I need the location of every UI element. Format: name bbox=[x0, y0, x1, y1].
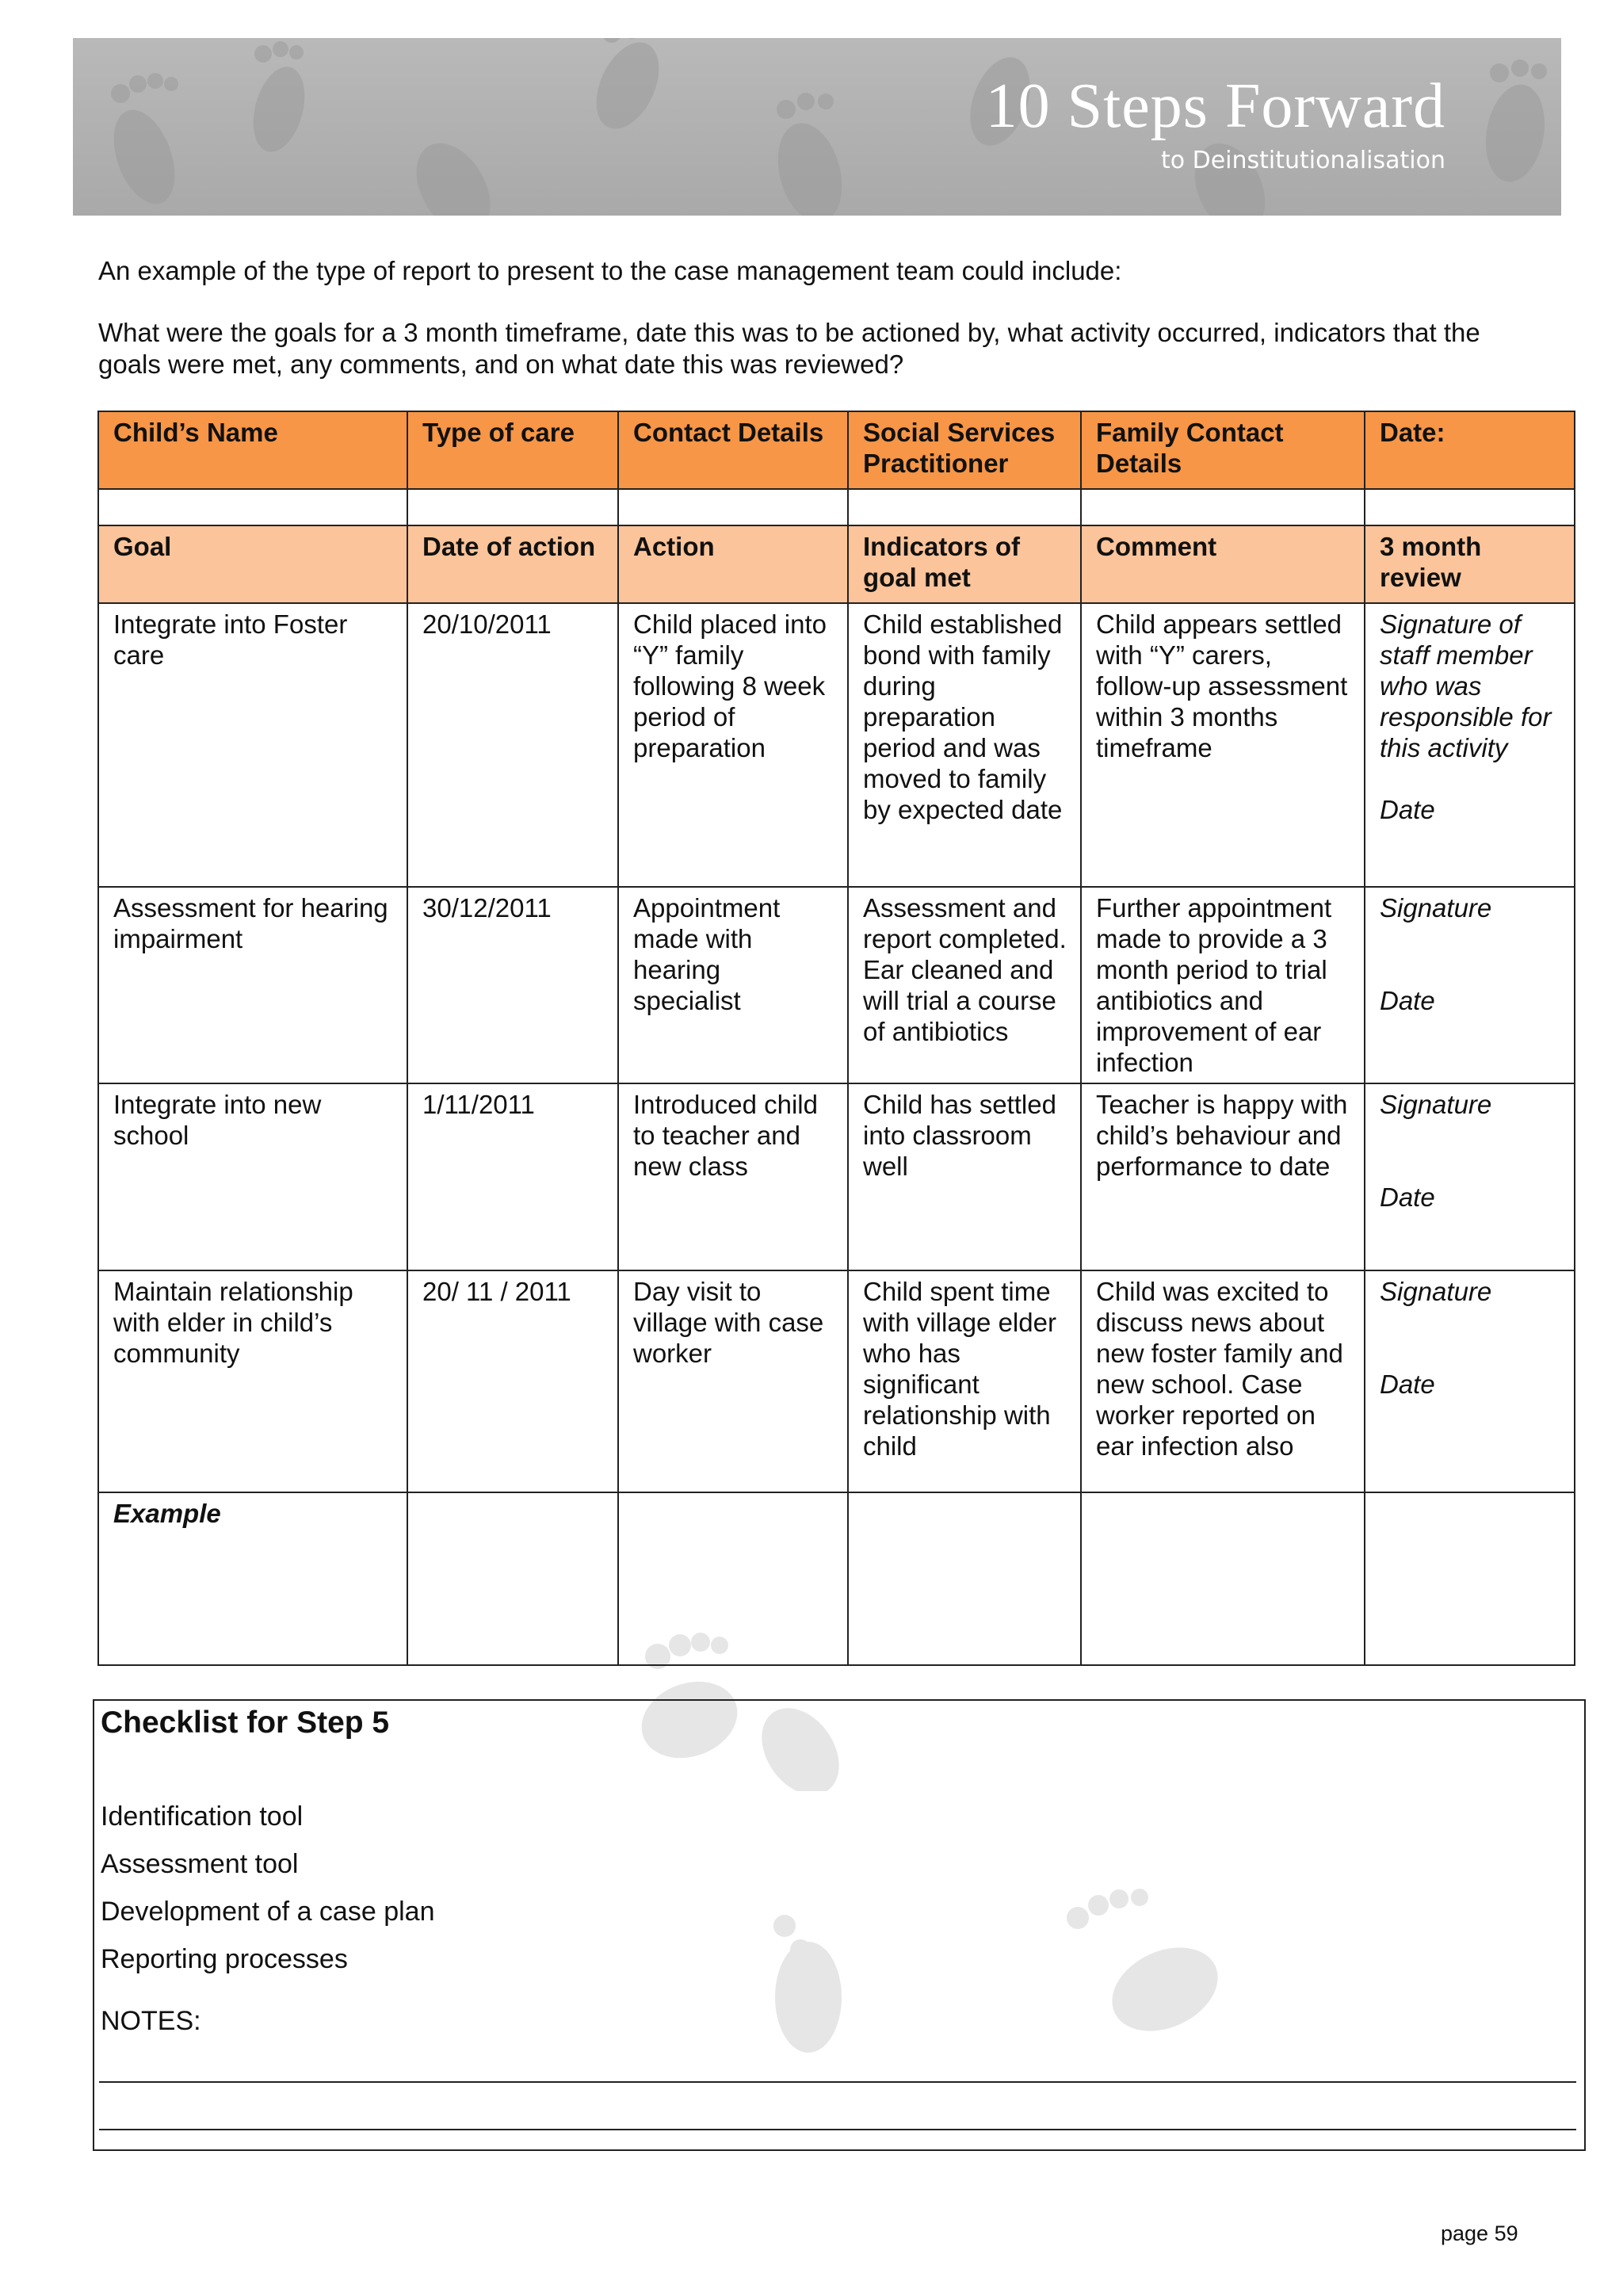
header-cell: Contact Details bbox=[618, 411, 848, 489]
review-date: Date bbox=[1380, 1370, 1435, 1399]
blank-cell[interactable] bbox=[1365, 489, 1575, 525]
header-cell: Action bbox=[618, 525, 848, 603]
blank-cell[interactable] bbox=[618, 489, 848, 525]
date-cell: 30/12/2011 bbox=[407, 887, 618, 1083]
goal-cell: Integrate into new school bbox=[98, 1083, 407, 1270]
goal-cell: Assessment for hearing impairment bbox=[98, 887, 407, 1083]
notes-line[interactable] bbox=[99, 2129, 1576, 2130]
header-cell: Indicators of goal met bbox=[848, 525, 1081, 603]
action-cell: Appointment made with hearing specialist bbox=[618, 887, 848, 1083]
checklist-box bbox=[93, 1699, 1586, 2151]
table-row bbox=[98, 887, 1575, 1083]
action-cell: Child placed into “Y” family following 8 week period of preparation bbox=[618, 603, 848, 887]
goal-header-row bbox=[98, 525, 1575, 603]
table-header-row bbox=[98, 411, 1575, 489]
review-cell bbox=[1365, 1083, 1575, 1270]
blank-cell[interactable] bbox=[407, 1492, 618, 1665]
header-cell: Type of care bbox=[407, 411, 618, 489]
date-cell: 20/10/2011 bbox=[407, 603, 618, 887]
header-cell: Date of action bbox=[407, 525, 618, 603]
checklist-item: Reporting processes bbox=[101, 1944, 348, 1974]
blank-cell[interactable] bbox=[848, 1492, 1081, 1665]
indicators-cell: Child spent time with village elder who has significant relationship with child bbox=[848, 1270, 1081, 1492]
table-row bbox=[98, 1492, 1575, 1665]
action-cell: Introduced child to teacher and new class bbox=[618, 1083, 848, 1270]
checklist-item: Assessment tool bbox=[101, 1849, 299, 1879]
comment-cell: Further appointment made to provide a 3 month period to trial antibiotics and improvement of ear infection bbox=[1081, 887, 1365, 1083]
comment-cell: Child was excited to discuss news about new foster family and new school. Case worker reported on ear infection also bbox=[1081, 1270, 1365, 1492]
banner-subtitle: to Deinstitutionalisation bbox=[1160, 147, 1445, 174]
review-signature: Signature of staff member who was responsible for this activity bbox=[1380, 609, 1552, 762]
blank-cell[interactable] bbox=[407, 489, 618, 525]
blank-cell[interactable] bbox=[618, 1492, 848, 1665]
checklist-item: Development of a case plan bbox=[101, 1897, 435, 1927]
header-cell: Child’s Name bbox=[98, 411, 407, 489]
blank-cell[interactable] bbox=[1365, 1492, 1575, 1665]
intro-paragraph-1: An example of the type of report to present to the case management team could include: bbox=[98, 256, 1122, 285]
header-banner bbox=[73, 38, 1561, 216]
goal-cell: Integrate into Foster care bbox=[98, 603, 407, 887]
case-report-table bbox=[97, 411, 1575, 1666]
notes-label: NOTES: bbox=[101, 2006, 201, 2036]
blank-entry-row bbox=[98, 489, 1575, 525]
blank-cell[interactable] bbox=[98, 489, 407, 525]
review-date: Date bbox=[1380, 986, 1435, 1015]
blank-cell[interactable] bbox=[848, 489, 1081, 525]
review-signature: Signature bbox=[1380, 893, 1492, 923]
header-cell: Social Services Practitioner bbox=[848, 411, 1081, 489]
comment-cell: Teacher is happy with child’s behaviour and performance to date bbox=[1081, 1083, 1365, 1270]
review-date: Date bbox=[1380, 795, 1435, 824]
date-cell: 1/11/2011 bbox=[407, 1083, 618, 1270]
goal-cell: Maintain relationship with elder in child’s community bbox=[98, 1270, 407, 1492]
date-cell: 20/ 11 / 2011 bbox=[407, 1270, 618, 1492]
table-row bbox=[98, 1270, 1575, 1492]
checklist-item: Identification tool bbox=[101, 1801, 304, 1832]
indicators-cell: Child has settled into classroom well bbox=[848, 1083, 1081, 1270]
indicators-cell: Assessment and report completed. Ear cleaned and will trial a course of antibiotics bbox=[848, 887, 1081, 1083]
indicators-cell: Child established bond with family during preparation period and was moved to family by expected date bbox=[848, 603, 1081, 887]
header-cell: Family Contact Details bbox=[1081, 411, 1365, 489]
example-cell: Example bbox=[98, 1492, 407, 1665]
header-cell: Goal bbox=[98, 525, 407, 603]
header-cell: Comment bbox=[1081, 525, 1365, 603]
table-row bbox=[98, 603, 1575, 887]
review-signature: Signature bbox=[1380, 1277, 1492, 1306]
blank-cell[interactable] bbox=[1081, 1492, 1365, 1665]
review-signature: Signature bbox=[1380, 1090, 1492, 1119]
intro-paragraph-2: What were the goals for a 3 month timeframe, date this was to be actioned by, what activity occurred, indicators that the goals were met, any comments, and on what date this was reviewed? bbox=[98, 318, 1480, 379]
review-cell bbox=[1365, 1270, 1575, 1492]
header-cell: Date: bbox=[1365, 411, 1575, 489]
banner-title: 10 Steps Forward bbox=[985, 71, 1445, 141]
table-row bbox=[98, 1083, 1575, 1270]
review-cell bbox=[1365, 887, 1575, 1083]
notes-line[interactable] bbox=[99, 2081, 1576, 2083]
review-cell bbox=[1365, 603, 1575, 887]
action-cell: Day visit to village with case worker bbox=[618, 1270, 848, 1492]
page-number: page 59 bbox=[1441, 2222, 1518, 2245]
review-date: Date bbox=[1380, 1182, 1435, 1212]
blank-cell[interactable] bbox=[1081, 489, 1365, 525]
header-cell: 3 month review bbox=[1365, 525, 1575, 603]
checklist-title: Checklist for Step 5 bbox=[101, 1706, 390, 1740]
comment-cell: Child appears settled with “Y” carers, follow-up assessment within 3 months timeframe bbox=[1081, 603, 1365, 887]
